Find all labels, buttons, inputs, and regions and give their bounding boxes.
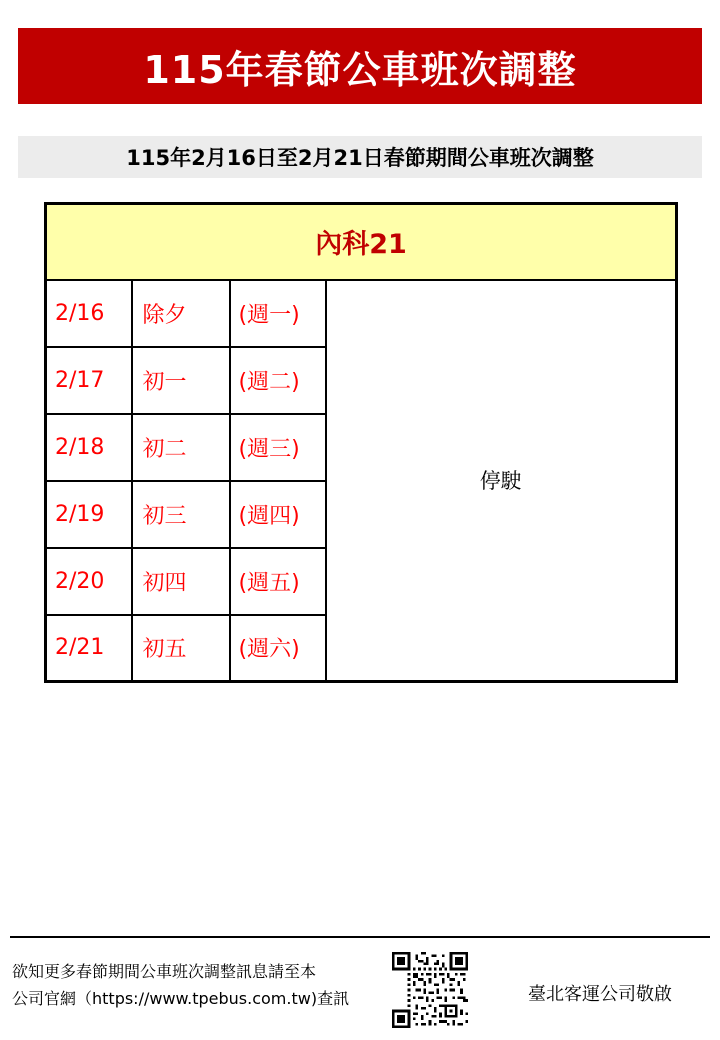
subtitle-text: 115年2月16日至2月21日春節期間公車班次調整 (126, 146, 594, 170)
schedule-table (44, 202, 678, 683)
footer-note (12, 958, 382, 1012)
lunar-text: 除夕 (142, 302, 187, 328)
weekday-cell (230, 615, 326, 682)
weekday-text: (週四) (238, 503, 300, 529)
weekday-cell (230, 548, 326, 615)
date-cell (46, 548, 132, 615)
lunar-cell (132, 414, 230, 481)
route-name: 內科21 (315, 229, 407, 261)
lunar-cell (132, 347, 230, 414)
weekday-cell (230, 414, 326, 481)
date-cell (46, 347, 132, 414)
weekday-text: (週二) (238, 369, 300, 395)
weekday-cell (230, 481, 326, 548)
table-row (46, 280, 677, 347)
date-text: 2/17 (55, 367, 105, 393)
date-cell (46, 615, 132, 682)
date-cell (46, 481, 132, 548)
lunar-text: 初五 (142, 637, 187, 663)
weekday-text: (週五) (238, 570, 300, 596)
date-cell (46, 280, 132, 347)
weekday-text: (週一) (238, 302, 300, 328)
lunar-cell (132, 280, 230, 347)
lunar-cell (132, 481, 230, 548)
route-header-cell (46, 204, 677, 280)
lunar-text: 初一 (142, 369, 187, 395)
date-text: 2/21 (55, 635, 105, 661)
weekday-cell (230, 280, 326, 347)
lunar-cell (132, 548, 230, 615)
weekday-text: (週六) (238, 637, 300, 663)
footer (10, 948, 710, 1032)
weekday-cell (230, 347, 326, 414)
date-text: 2/20 (55, 568, 105, 594)
lunar-cell (132, 615, 230, 682)
subtitle-bar (18, 136, 702, 178)
page-title: 115年春節公車班次調整 (143, 47, 577, 92)
schedule-table-wrapper (44, 202, 678, 683)
footer-signature: 臺北客運公司敬啟 (528, 984, 672, 1005)
lunar-text: 初二 (142, 436, 187, 462)
service-status-text: 停駛 (479, 469, 522, 494)
footer-note-line2: 公司官網（https://www.tpebus.com.tw)查訊 (12, 989, 350, 1008)
qr-code-icon (392, 952, 468, 1028)
date-text: 2/19 (55, 501, 105, 527)
title-banner (18, 28, 702, 104)
date-text: 2/18 (55, 434, 105, 460)
lunar-text: 初三 (142, 503, 187, 529)
table-header-row (46, 204, 677, 280)
date-text: 2/16 (55, 300, 105, 326)
date-cell (46, 414, 132, 481)
weekday-text: (週三) (238, 436, 300, 462)
lunar-text: 初四 (142, 570, 187, 596)
footer-divider (10, 936, 710, 938)
footer-note-line1: 欲知更多春節期間公車班次調整訊息請至本 (12, 962, 317, 981)
service-status-cell (326, 280, 677, 682)
